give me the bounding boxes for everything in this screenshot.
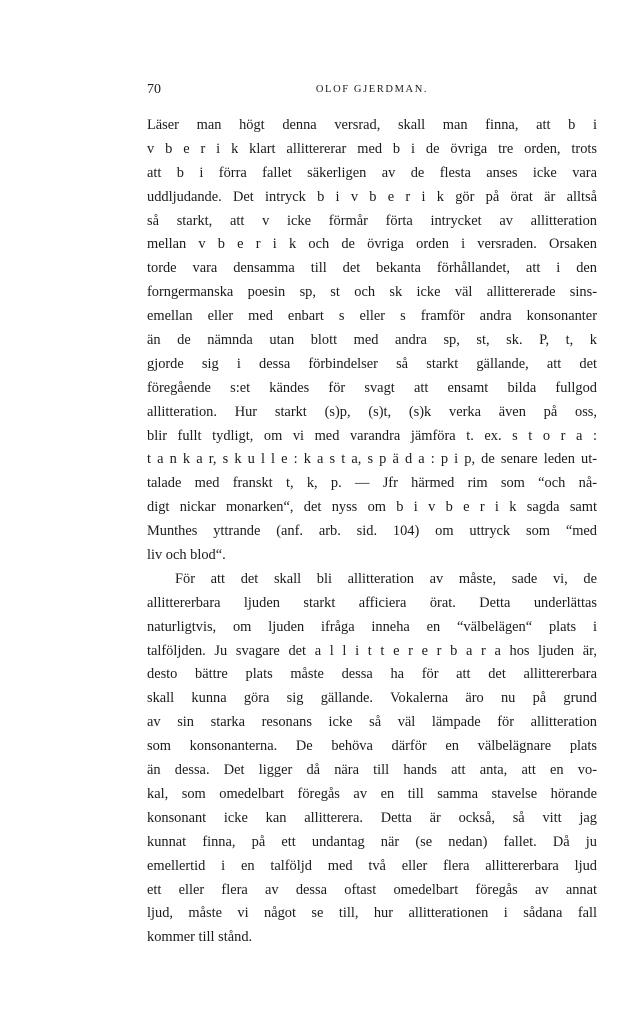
page-header bbox=[147, 82, 597, 102]
page-number: 70 bbox=[147, 82, 161, 97]
text-line: ljud, måste vi något se till, hur allitterationen i sådana fall bbox=[147, 905, 597, 922]
text-line: emellertid i en talföljd med två eller flera allittererbara ljud bbox=[147, 857, 597, 874]
text-line: kal, som omedelbart föregås av en till samma stavelse hörande bbox=[147, 785, 597, 802]
text-line: konsonant icke kan allitterera. Detta är också, så vitt jag bbox=[147, 809, 597, 826]
text-line: mellan v b e r i k och de övriga orden i versraden. Orsaken bbox=[147, 236, 597, 253]
paragraph-container bbox=[147, 114, 597, 950]
text-line: kommer till stånd. bbox=[147, 929, 253, 946]
text-line: liv och blod“. bbox=[147, 547, 226, 564]
text-line: v b e r i k klart allittererar med b i de övriga tre orden, trots bbox=[147, 140, 597, 157]
text-line: uddljudande. Det intryck b i v b e r i k gör på örat är alltså bbox=[147, 188, 597, 205]
text-line: För att det skall bli allitteration av måste, sade vi, de bbox=[175, 570, 597, 587]
text-line: blir fullt tydligt, om vi med varandra jämföra t. ex. s t o r a : bbox=[147, 427, 597, 444]
text-line: så starkt, att v icke förmår förta intrycket av allitteration bbox=[147, 212, 597, 229]
body-text bbox=[147, 114, 597, 950]
text-line: torde vara densamma till det bekanta förhållandet, att i den bbox=[147, 260, 597, 277]
text-line: Läser man högt denna versrad, skall man finna, att b i bbox=[147, 117, 597, 133]
text-line: att b i förra fallet säkerligen av de flesta anses icke vara bbox=[147, 164, 597, 181]
text-line: av sin starka resonans icke så väl lämpade för allitteration bbox=[147, 714, 597, 731]
text-line: föregående s:et kändes för svagt att ensamt bilda fullgod bbox=[147, 379, 597, 396]
text-line: emellan eller med enbart s eller s framför andra konsonanter bbox=[147, 308, 597, 325]
paragraph bbox=[147, 114, 597, 568]
text-line: som konsonanterna. De behöva därför en välbelägnare plats bbox=[147, 738, 597, 755]
text-line: allitteration. Hur starkt (s)p, (s)t, (s)k verka även på oss, bbox=[147, 403, 597, 420]
text-line: allittererbara ljuden starkt afficiera örat. Detta underlättas bbox=[147, 594, 597, 611]
text-line: än dessa. Det ligger då nära till hands att anta, att en vo- bbox=[147, 762, 597, 779]
text-line: t a n k a r, s k u l l e : k a s t a, s p ä d a : p i p, de senare leden ut- bbox=[147, 451, 597, 468]
text-line: kunnat finna, på ett undantag när (se nedan) fallet. Då ju bbox=[147, 833, 597, 850]
text-line: talade med franskt t, k, p. — Jfr härmed rim som “och nå- bbox=[147, 475, 597, 492]
text-line: ett eller flera av dessa oftast omedelbart föregås av annat bbox=[147, 881, 597, 898]
text-line: talföljden. Ju svagare det a l l i t t e r e r b a r a hos ljuden är, bbox=[147, 642, 597, 659]
text-line: forngermanska poesin sp, st och sk icke väl allittererade sins- bbox=[147, 284, 597, 301]
text-line: skall kunna göra sig gällande. Vokalerna äro nu på grund bbox=[147, 690, 597, 707]
paragraph bbox=[147, 568, 597, 950]
running-head: OLOF GJERDMAN. bbox=[315, 84, 429, 95]
text-line: naturligtvis, om ljuden ifråga inneha en “välbelägen“ plats i bbox=[147, 618, 597, 635]
text-line: digt nickar monarken“, det nyss om b i v b e r i k sagda samt bbox=[147, 499, 597, 516]
text-line: gjorde sig i dessa förbindelser så starkt gällande, att det bbox=[147, 355, 597, 372]
text-line: desto bättre plats måste dessa ha för att det allittererbara bbox=[147, 666, 597, 683]
text-line: än de nämnda utan blott med andra sp, st, sk. P, t, k bbox=[147, 332, 597, 349]
text-line: Munthes yttrande (anf. arb. sid. 104) om uttryck som “med bbox=[147, 523, 597, 540]
